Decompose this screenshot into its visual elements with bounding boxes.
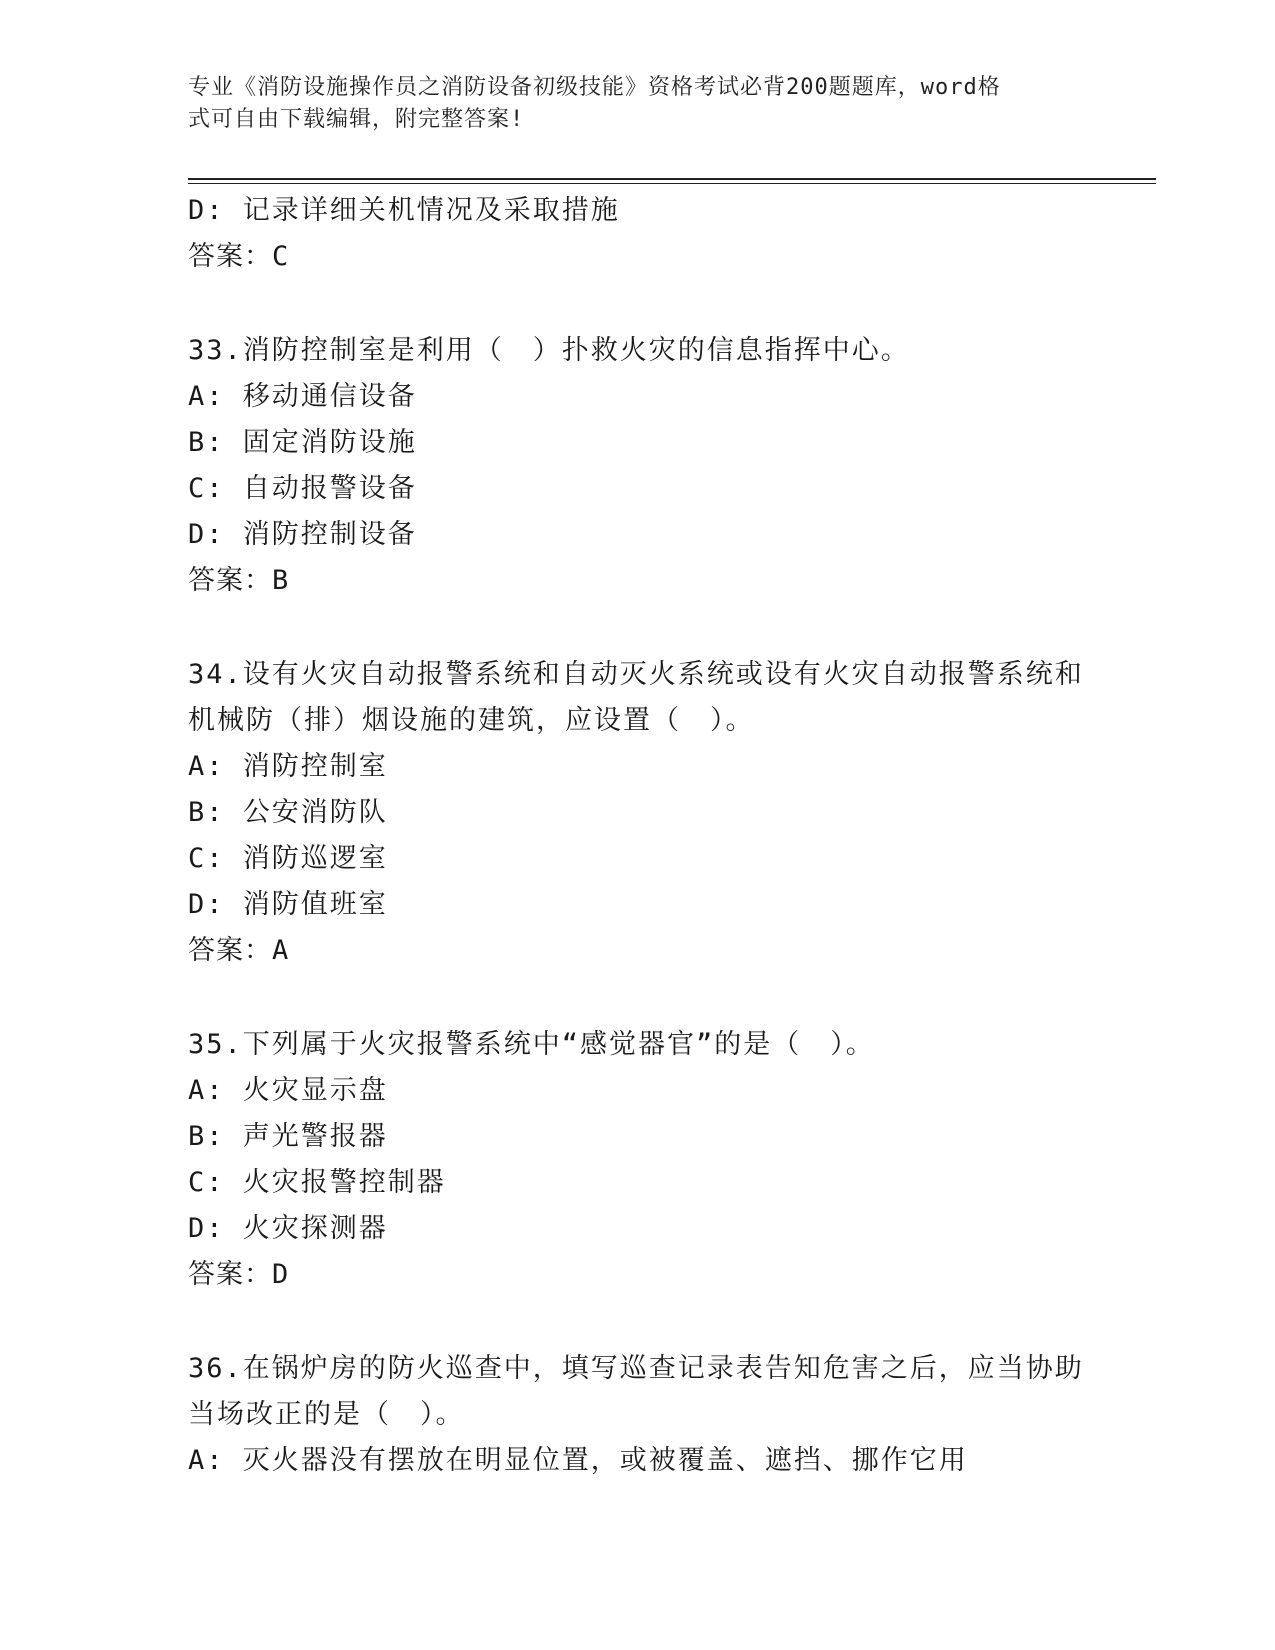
question-stem-line-2: 机械防（排）烟设施的建筑，应设置（ ）。: [188, 705, 755, 736]
page-header: [188, 72, 1068, 136]
answer-label: 答案：: [188, 241, 272, 272]
answer-value: B: [272, 565, 290, 596]
option-d: D: 消防值班室: [188, 889, 388, 920]
answer-line: [188, 928, 1088, 974]
option-d: D: 火灾探测器: [188, 1213, 388, 1244]
answer-value: D: [272, 1259, 290, 1290]
question-35: [188, 1022, 1088, 1298]
answer-value: C: [272, 241, 290, 272]
option-b: B: 公安消防队: [188, 797, 388, 828]
option-b: B: 声光警报器: [188, 1121, 388, 1152]
question-32-tail: [188, 188, 1088, 280]
question-stem-line-1: 34.设有火灾自动报警系统和自动灭火系统或设有火灾自动报警系统和: [188, 659, 1084, 690]
answer-value: A: [272, 935, 290, 966]
spacer: [188, 974, 1088, 1022]
question-36: [188, 1346, 1088, 1484]
answer-line: [188, 1252, 1088, 1298]
answer-line: [188, 558, 1088, 604]
header-divider-thick: [188, 178, 1156, 180]
answer-line: [188, 234, 1088, 280]
option-a: A: 消防控制室: [188, 751, 388, 782]
option-c: C: 自动报警设备: [188, 473, 417, 504]
question-content: [188, 188, 1088, 1484]
option-a: A: 移动通信设备: [188, 381, 417, 412]
spacer: [188, 1298, 1088, 1346]
answer-label: 答案：: [188, 565, 272, 596]
answer-label: 答案：: [188, 1259, 272, 1290]
option-a: A: 火灾显示盘: [188, 1075, 388, 1106]
question-stem: 33.消防控制室是利用（ ）扑救火灾的信息指挥中心。: [188, 335, 910, 366]
question-33: [188, 328, 1088, 604]
question-stem-line-2: 当场改正的是（ ）。: [188, 1399, 465, 1430]
spacer: [188, 280, 1088, 328]
option-a: A: 灭火器没有摆放在明显位置，或被覆盖、遮挡、挪作它用: [188, 1445, 968, 1476]
header-line-1: 专业《消防设施操作员之消防设备初级技能》资格考试必背200题题库，word格: [188, 75, 1001, 100]
header-divider-thin: [188, 183, 1156, 184]
option-d: D: 记录详细关机情况及采取措施: [188, 195, 620, 226]
option-c: C: 消防巡逻室: [188, 843, 388, 874]
spacer: [188, 604, 1088, 652]
question-stem: 35.下列属于火灾报警系统中“感觉器官”的是（ ）。: [188, 1029, 875, 1060]
question-34: [188, 652, 1088, 974]
option-b: B: 固定消防设施: [188, 427, 417, 458]
answer-label: 答案：: [188, 935, 272, 966]
option-d: D: 消防控制设备: [188, 519, 417, 550]
option-c: C: 火灾报警控制器: [188, 1167, 446, 1198]
header-line-2: 式可自由下载编辑，附完整答案!: [188, 107, 525, 132]
question-stem-line-1: 36.在锅炉房的防火巡查中，填写巡查记录表告知危害之后，应当协助: [188, 1353, 1084, 1384]
